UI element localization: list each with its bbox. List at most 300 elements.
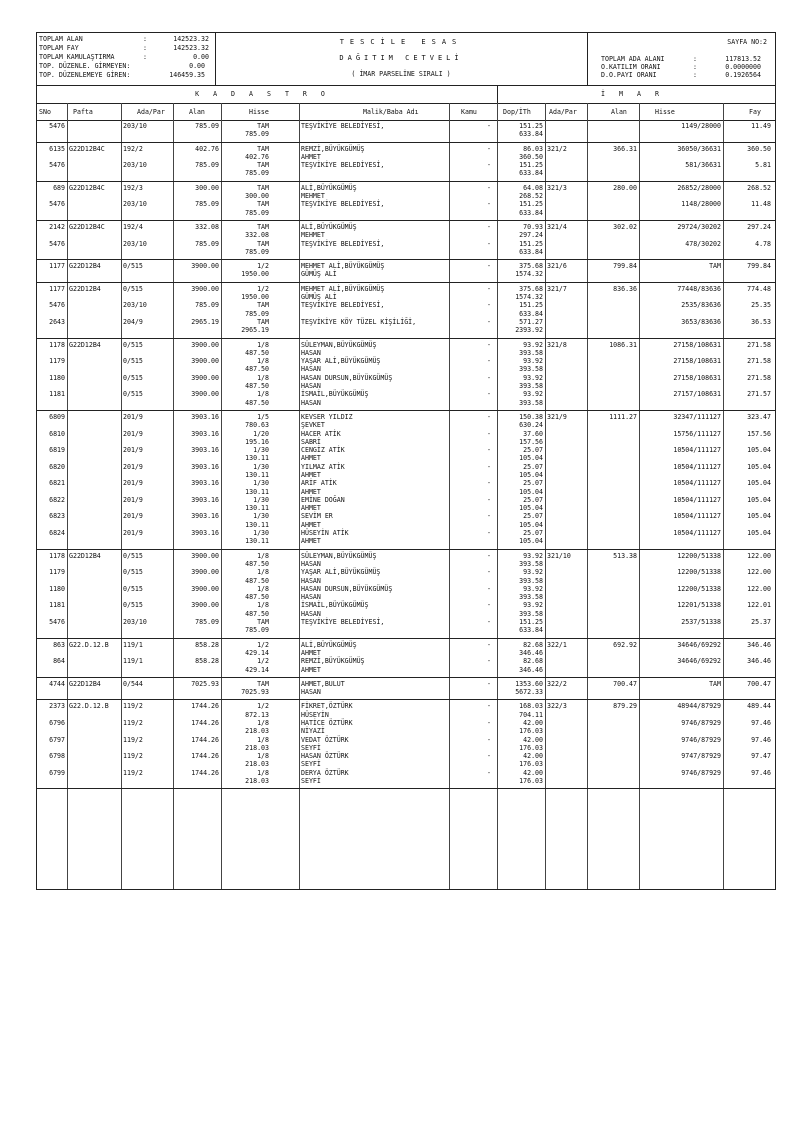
cell-imar-ada-par: 321/3 — [547, 183, 567, 192]
cell-sno: 1180 — [49, 373, 65, 382]
cell-malik: YAŞAR ALİ,BÜYÜKGÜMÜŞ — [301, 357, 381, 366]
cell-pafta: G22D12B4 — [69, 679, 101, 688]
cell-fay: 700.47 — [747, 679, 771, 688]
cell-imar-alan: 366.31 — [613, 144, 637, 153]
cell-hisse: 7025.93 — [241, 688, 269, 697]
cell-hisse: TAM — [257, 144, 269, 153]
cell-imar-hisse: TAM — [709, 262, 721, 271]
cell-alan: 3900.00 — [191, 373, 219, 382]
cell-malik: AHMET,BULUT — [301, 679, 345, 688]
cell-hisse: 785.09 — [245, 208, 269, 217]
cell-dop: 25.07 — [523, 529, 543, 538]
cell-imar-hisse: 3653/83636 — [681, 317, 721, 326]
cell-fay: 122.00 — [747, 584, 771, 593]
cell-malik: İSMAİL,BÜYÜKGÜMÜŞ — [301, 390, 369, 399]
table-row — [37, 391, 775, 399]
cell-fay: 122.00 — [747, 551, 771, 560]
cell-dop: 93.92 — [523, 601, 543, 610]
cell-dop: 375.68 — [519, 262, 543, 271]
table-row — [37, 241, 775, 249]
cell-hisse: TAM — [257, 161, 269, 170]
cell-imar-hisse: 2535/83636 — [681, 301, 721, 310]
cell-dop: 93.92 — [523, 357, 543, 366]
cell-ada-par: 204/9 — [123, 317, 143, 326]
cell-imar-ada-par: 321/4 — [547, 222, 567, 231]
table-row — [37, 400, 775, 408]
cell-dop: 1574.32 — [515, 270, 543, 279]
cell-dop: 297.24 — [519, 231, 543, 240]
cell-alan: 785.09 — [195, 200, 219, 209]
cell-kamu: - — [487, 495, 491, 504]
cell-hisse: 1/8 — [257, 752, 269, 761]
cell-alan: 3903.16 — [191, 462, 219, 471]
cell-hisse: 1/2 — [257, 262, 269, 271]
cell-dop: 5672.33 — [515, 688, 543, 697]
block-area-line: TOPLAM ADA ALANI : 117813.52 — [601, 55, 761, 63]
cell-fay: 360.50 — [747, 144, 771, 153]
cell-sno: 5476 — [49, 122, 65, 130]
cell-sno: 1177 — [49, 284, 65, 293]
cell-dop: 633.84 — [519, 130, 543, 139]
cell-hisse: 1950.00 — [241, 270, 269, 279]
cell-sno: 6820 — [49, 462, 65, 471]
cell-malik: KEVSER YILDIZ — [301, 412, 353, 421]
document-subtitle: DAĞITIM CETVELİ — [339, 54, 463, 62]
cell-hisse: 130.11 — [245, 487, 269, 496]
section-imar: İMAR — [497, 85, 776, 103]
cell-kamu: - — [487, 284, 491, 293]
cell-dop: 42.00 — [523, 768, 543, 777]
cell-alan: 3900.00 — [191, 584, 219, 593]
cell-kamu: - — [487, 618, 491, 627]
cell-malik: HASAN — [301, 559, 321, 568]
cell-malik: İSMAİL,BÜYÜKGÜMÜŞ — [301, 601, 369, 610]
cell-alan: 3903.16 — [191, 479, 219, 488]
table-row — [37, 569, 775, 577]
cell-imar-hisse: 15756/111127 — [673, 429, 721, 438]
cell-malik: MEHMET ALİ,BÜYÜKGÜMÜŞ — [301, 262, 385, 271]
cell-kamu: - — [487, 200, 491, 209]
table-row — [37, 422, 775, 430]
cell-alan: 402.76 — [195, 144, 219, 153]
cell-dop: 105.04 — [519, 537, 543, 546]
cell-imar-hisse: 10504/111127 — [673, 479, 721, 488]
cell-imar-ada-par: 322/2 — [547, 679, 567, 688]
cell-hisse: 332.08 — [245, 231, 269, 240]
cell-fay: 105.04 — [747, 462, 771, 471]
cell-dop: 93.92 — [523, 373, 543, 382]
cell-hisse: TAM — [257, 183, 269, 192]
cell-alan: 3900.00 — [191, 262, 219, 271]
table-row — [37, 522, 775, 530]
cell-malik: ALİ,BÜYÜKGÜMÜŞ — [301, 222, 357, 231]
cell-imar-ada-par: 321/8 — [547, 340, 567, 349]
cell-ada-par: 119/1 — [123, 657, 143, 666]
cell-sno: 4744 — [49, 679, 65, 688]
cell-ada-par: 0/515 — [123, 390, 143, 399]
cell-malik: TEŞVİKİYE KÖY TÜZEL KİŞİLİĞİ, — [301, 317, 417, 326]
cell-dop: 82.68 — [523, 640, 543, 649]
cell-hisse: 130.11 — [245, 454, 269, 463]
cell-imar-ada-par: 321/10 — [547, 551, 571, 560]
cell-ada-par: 119/2 — [123, 702, 143, 711]
cell-kamu: - — [487, 317, 491, 326]
cell-hisse: TAM — [257, 122, 269, 130]
cell-imar-hisse: 581/36631 — [685, 161, 721, 170]
document-ordering-note: ( İMAR PARSELİNE SIRALI ) — [351, 70, 451, 78]
cell-malik: REMZİ,BÜYÜKGÜMÜŞ — [301, 657, 365, 666]
cell-malik: SEYFİ — [301, 760, 321, 769]
cell-ada-par: 201/9 — [123, 412, 143, 421]
cell-imar-hisse: 12201/51338 — [677, 601, 721, 610]
cell-kamu: - — [487, 768, 491, 777]
cell-fay: 157.56 — [747, 429, 771, 438]
cell-hisse: 1/2 — [257, 702, 269, 711]
cell-imar-hisse: 27158/108631 — [673, 373, 721, 382]
cell-kamu: - — [487, 679, 491, 688]
cell-sno: 6819 — [49, 446, 65, 455]
cell-fay: 105.04 — [747, 529, 771, 538]
cell-alan: 3900.00 — [191, 390, 219, 399]
cell-pafta: G22D12B4 — [69, 340, 101, 349]
table-row — [37, 431, 775, 439]
cell-imar-hisse: 10504/111127 — [673, 495, 721, 504]
cell-dop: 393.58 — [519, 559, 543, 568]
cell-dop: 93.92 — [523, 584, 543, 593]
cell-fay: 122.01 — [747, 601, 771, 610]
cell-fay: 97.46 — [751, 735, 771, 744]
parcel-group — [37, 143, 775, 182]
cell-imar-hisse: 9746/87929 — [681, 719, 721, 727]
cell-hisse: 1/8 — [257, 568, 269, 577]
cell-dop: 393.58 — [519, 576, 543, 585]
cell-dop: 360.50 — [519, 152, 543, 161]
table-row — [37, 201, 775, 209]
cell-alan: 785.09 — [195, 122, 219, 130]
cell-hisse: TAM — [257, 222, 269, 231]
cell-ada-par: 119/2 — [123, 719, 143, 727]
cell-ada-par: 0/515 — [123, 262, 143, 271]
column-header-row — [37, 103, 775, 121]
total-expropriation-line: TOPLAM KAMULAŞTIRMA : 0.00 — [39, 53, 209, 61]
cell-dop: 25.07 — [523, 495, 543, 504]
table-row — [37, 689, 775, 697]
cell-ada-par: 0/515 — [123, 357, 143, 366]
cell-alan: 3900.00 — [191, 568, 219, 577]
parcel-group — [37, 283, 775, 339]
cell-hisse: 487.50 — [245, 348, 269, 357]
cell-sno: 5476 — [49, 161, 65, 170]
total-included-line: TOP. DÜZENLEMEYE GİREN: 146459.35 — [39, 71, 205, 79]
cell-ada-par: 119/2 — [123, 768, 143, 777]
cell-fay: 97.46 — [751, 768, 771, 777]
cell-malik: GÜMÜŞ ALİ — [301, 270, 337, 279]
cell-malik: AHMET — [301, 537, 321, 546]
cell-hisse: 1/30 — [253, 462, 269, 471]
cell-sno: 2643 — [49, 317, 65, 326]
cell-kamu: - — [487, 357, 491, 366]
cell-dop: 630.24 — [519, 421, 543, 430]
cell-fay: 25.35 — [751, 301, 771, 310]
table-row — [37, 302, 775, 310]
cell-dop: 176.03 — [519, 743, 543, 752]
cell-kamu: - — [487, 222, 491, 231]
table-row — [37, 154, 775, 162]
cell-dop: 633.84 — [519, 309, 543, 318]
cell-malik: HASAN — [301, 382, 321, 391]
cell-hisse: 1950.00 — [241, 293, 269, 302]
cell-malik: ALİ,BÜYÜKGÜMÜŞ — [301, 640, 357, 649]
cell-malik: TEŞVİKİYE BELEDİYESİ, — [301, 161, 385, 170]
cell-dop: 157.56 — [519, 437, 543, 446]
cell-dop: 86.03 — [523, 144, 543, 153]
table-row — [37, 753, 775, 761]
cell-dop: 633.84 — [519, 208, 543, 217]
cell-alan: 785.09 — [195, 161, 219, 170]
cell-dop: 93.92 — [523, 568, 543, 577]
cell-malik: ARİF ATİK — [301, 479, 337, 488]
cell-malik: SEYFİ — [301, 743, 321, 752]
cell-fay: 105.04 — [747, 512, 771, 521]
cell-imar-alan: 879.29 — [613, 702, 637, 711]
cell-dop: 105.04 — [519, 504, 543, 513]
cell-alan: 3900.00 — [191, 340, 219, 349]
cell-dop: 105.04 — [519, 470, 543, 479]
cell-dop: 70.93 — [523, 222, 543, 231]
cell-ada-par: 201/9 — [123, 462, 143, 471]
table-row — [37, 737, 775, 745]
cell-kamu: - — [487, 752, 491, 761]
cell-sno: 6797 — [49, 735, 65, 744]
table-row — [37, 586, 775, 594]
cell-sno: 1177 — [49, 262, 65, 271]
cell-alan: 3900.00 — [191, 284, 219, 293]
cell-sno: 6798 — [49, 752, 65, 761]
cell-ada-par: 119/1 — [123, 640, 143, 649]
cell-malik: HASAN — [301, 365, 321, 374]
cell-malik: AHMET — [301, 487, 321, 496]
cell-fay: 105.04 — [747, 479, 771, 488]
cell-dop: 25.07 — [523, 479, 543, 488]
total-share-line: TOPLAM FAY : 142523.32 — [39, 44, 209, 52]
table-row — [37, 327, 775, 335]
cell-ada-par: 201/9 — [123, 479, 143, 488]
cell-dop: 176.03 — [519, 777, 543, 786]
col-fay: Fay — [749, 108, 761, 116]
cell-kamu: - — [487, 239, 491, 248]
cell-hisse: 785.09 — [245, 130, 269, 139]
table-row — [37, 224, 775, 232]
table-row — [37, 489, 775, 497]
cell-sno: 1181 — [49, 390, 65, 399]
cell-dop: 25.07 — [523, 462, 543, 471]
cell-malik: SEYFİ — [301, 777, 321, 786]
cell-malik: HASAN DURSUN,BÜYÜKGÜMÜŞ — [301, 584, 393, 593]
cell-malik: MEHMET ALİ,BÜYÜKGÜMÜŞ — [301, 284, 385, 293]
cell-hisse: TAM — [257, 618, 269, 627]
table-row — [37, 681, 775, 689]
cell-imar-hisse: 48944/87929 — [677, 702, 721, 711]
cell-fay: 5.81 — [755, 161, 771, 170]
cell-hisse: TAM — [257, 317, 269, 326]
cell-dop: 393.58 — [519, 365, 543, 374]
cell-imar-hisse: 1149/28000 — [681, 122, 721, 130]
table-row — [37, 294, 775, 302]
cell-kamu: - — [487, 462, 491, 471]
cell-hisse: 1/8 — [257, 735, 269, 744]
cell-imar-hisse: 9747/87929 — [681, 752, 721, 761]
cell-kamu: - — [487, 584, 491, 593]
cell-ada-par: 203/10 — [123, 122, 147, 130]
cell-kamu: - — [487, 301, 491, 310]
cell-sno: 864 — [53, 657, 65, 666]
cell-dop: 25.07 — [523, 512, 543, 521]
cell-fay: 97.47 — [751, 752, 771, 761]
cell-dop: 151.25 — [519, 239, 543, 248]
cell-kamu: - — [487, 529, 491, 538]
table-row — [37, 553, 775, 561]
cell-imar-ada-par: 321/7 — [547, 284, 567, 293]
table-row — [37, 271, 775, 279]
table-row — [37, 232, 775, 240]
cell-kamu: - — [487, 429, 491, 438]
cell-sno: 5476 — [49, 618, 65, 627]
cell-alan: 300.00 — [195, 183, 219, 192]
table-row — [37, 131, 775, 139]
parcel-group — [37, 182, 775, 221]
distribution-table-document — [36, 32, 776, 890]
cell-hisse: 218.03 — [245, 777, 269, 786]
cell-imar-hisse: 32347/111127 — [673, 412, 721, 421]
table-row — [37, 513, 775, 521]
cell-kamu: - — [487, 122, 491, 130]
cell-hisse: 872.13 — [245, 710, 269, 719]
col-sno: SNo — [39, 108, 51, 116]
cell-hisse: 1/20 — [253, 429, 269, 438]
cell-ada-par: 201/9 — [123, 429, 143, 438]
cell-dop: 571.27 — [519, 317, 543, 326]
cell-ada-par: 201/9 — [123, 495, 143, 504]
cell-dop: 375.68 — [519, 284, 543, 293]
cell-imar-ada-par: 322/3 — [547, 702, 567, 711]
cell-imar-hisse: 36050/36631 — [677, 144, 721, 153]
cell-hisse: 429.14 — [245, 648, 269, 657]
cell-dop: 633.84 — [519, 626, 543, 635]
cell-malik: ŞEVKET — [301, 421, 325, 430]
cell-dop: 393.58 — [519, 398, 543, 407]
cell-imar-hisse: 29724/30202 — [677, 222, 721, 231]
cell-alan: 3903.16 — [191, 446, 219, 455]
cell-malik: HASAN — [301, 398, 321, 407]
cell-ada-par: 0/515 — [123, 340, 143, 349]
cell-imar-hisse: 1148/28000 — [681, 200, 721, 209]
cell-sno: 6809 — [49, 412, 65, 421]
table-row — [37, 439, 775, 447]
cell-dop: 151.25 — [519, 161, 543, 170]
document-header — [37, 33, 775, 86]
cell-kamu: - — [487, 161, 491, 170]
table-row — [37, 249, 775, 257]
page-number: SAYFA NO:2 — [727, 38, 767, 46]
cell-ada-par: 119/2 — [123, 752, 143, 761]
table-row — [37, 703, 775, 711]
cell-malik: YILMAZ ATİK — [301, 462, 345, 471]
cell-kamu: - — [487, 446, 491, 455]
table-row — [37, 561, 775, 569]
cell-dop: 268.52 — [519, 192, 543, 201]
cell-kamu: - — [487, 702, 491, 711]
table-row — [37, 375, 775, 383]
table-row — [37, 720, 775, 728]
cell-ada-par: 203/10 — [123, 239, 147, 248]
cell-alan: 1744.26 — [191, 768, 219, 777]
cell-malik: MEHMET — [301, 231, 325, 240]
cell-ada-par: 192/2 — [123, 144, 143, 153]
parcel-group — [37, 678, 775, 701]
cell-fay: 36.53 — [751, 317, 771, 326]
cell-imar-hisse: 34646/69292 — [677, 657, 721, 666]
cell-sno: 1178 — [49, 551, 65, 560]
cell-kamu: - — [487, 512, 491, 521]
cell-fay: 97.46 — [751, 719, 771, 727]
cell-ada-par: 201/9 — [123, 446, 143, 455]
cell-sno: 6823 — [49, 512, 65, 521]
cell-kamu: - — [487, 568, 491, 577]
cell-fay: 268.52 — [747, 183, 771, 192]
cell-malik: TEŞVİKİYE BELEDİYESİ, — [301, 301, 385, 310]
cell-sno: 2373 — [49, 702, 65, 711]
table-row — [37, 185, 775, 193]
cell-dop: 346.46 — [519, 648, 543, 657]
table-row — [37, 472, 775, 480]
cell-imar-hisse: 9746/87929 — [681, 735, 721, 744]
cell-alan: 3900.00 — [191, 357, 219, 366]
cell-hisse: 130.11 — [245, 504, 269, 513]
cell-imar-hisse: 10504/111127 — [673, 446, 721, 455]
cell-hisse: 487.50 — [245, 559, 269, 568]
cell-malik: HASAN — [301, 688, 321, 697]
cell-dop: 151.25 — [519, 618, 543, 627]
cell-fay: 346.46 — [747, 657, 771, 666]
col-malik: Malik/Baba Adı — [363, 108, 419, 116]
cell-fay: 271.58 — [747, 373, 771, 382]
cell-fay: 105.04 — [747, 495, 771, 504]
cell-hisse: 1/8 — [257, 551, 269, 560]
table-row — [37, 505, 775, 513]
cell-hisse: 218.03 — [245, 743, 269, 752]
cell-malik: HÜSEYİN ATİK — [301, 529, 349, 538]
cell-malik: SABRİ — [301, 437, 321, 446]
cell-imar-hisse: 34646/69292 — [677, 640, 721, 649]
cell-fay: 11.48 — [751, 200, 771, 209]
parcel-group — [37, 411, 775, 550]
cell-dop: 42.00 — [523, 752, 543, 761]
cell-malik: DERYA ÖZTÜRK — [301, 768, 349, 777]
cell-ada-par: 203/10 — [123, 161, 147, 170]
table-row — [37, 667, 775, 675]
table-row — [37, 712, 775, 720]
cell-ada-par: 201/9 — [123, 512, 143, 521]
cell-fay: 346.46 — [747, 640, 771, 649]
cell-imar-hisse: TAM — [709, 679, 721, 688]
cell-hisse: 130.11 — [245, 537, 269, 546]
cell-hisse: 1/8 — [257, 601, 269, 610]
cell-hisse: 1/30 — [253, 479, 269, 488]
cell-ada-par: 203/10 — [123, 200, 147, 209]
cell-pafta: G22D12B4C — [69, 222, 105, 231]
parcel-group — [37, 550, 775, 639]
cell-hisse: TAM — [257, 301, 269, 310]
